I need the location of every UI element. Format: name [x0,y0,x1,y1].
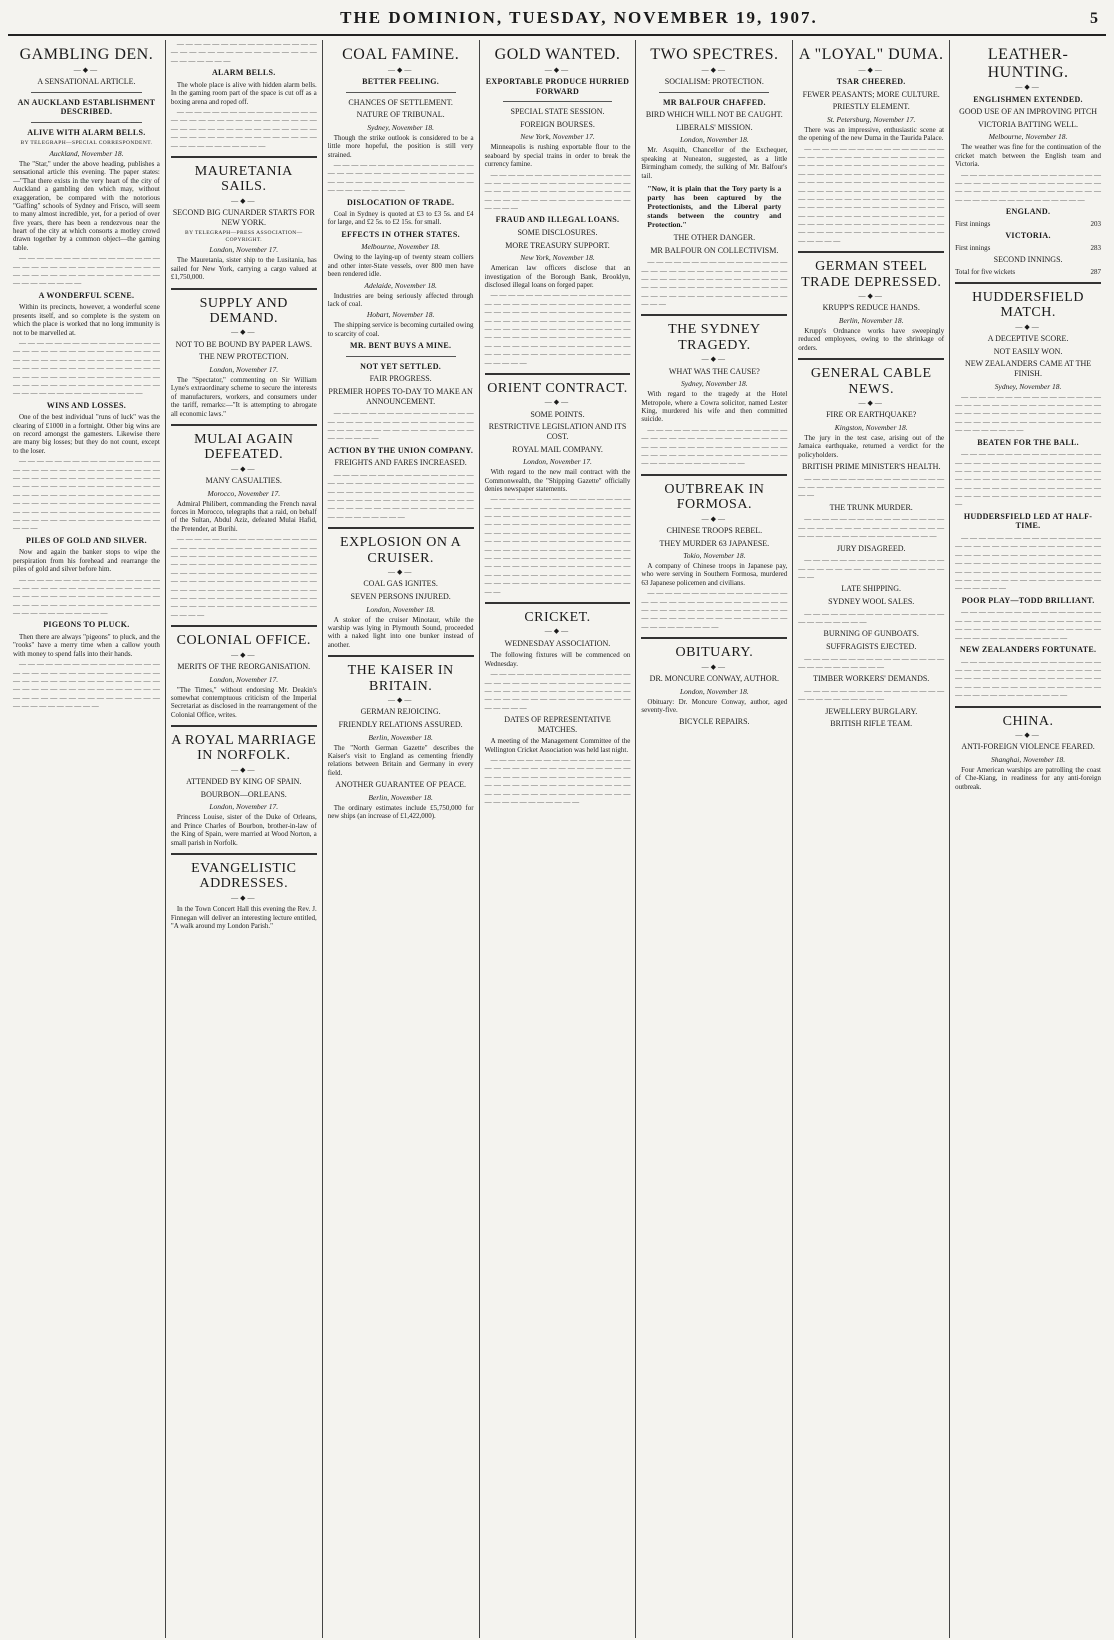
headline-supply-and-demand: SUPPLY AND DEMAND. [199,295,288,326]
article-text: The shipping service is becoming curtailed owing to scarcity of coal. [327,321,474,338]
score-value: 283 [1090,243,1101,252]
columns [8,40,1106,1638]
subhead: PIGEONS TO PLUCK. [43,620,130,630]
subhead: FEWER PEASANTS; MORE CULTURE. [802,89,940,99]
article-text: With regard to the new mail contract with the Commonwealth, the "Shipping Gazette" officially denies newspaper statements. [484,468,631,493]
divider [346,356,456,357]
headline-royal-marriage: A ROYAL MARRIAGE IN NORFOLK. [171,733,317,764]
ornament: —◆— [73,65,100,74]
article-text-filler: — — — — — — — — — — — — — — — — — — — — — — — — — — — — — — — — — — — — — — — — — — — — — — — — — — — — — — — — — — — — — [955,608,1101,642]
headline-gambling-den: GAMBLING DEN. [19,46,154,63]
article-text-filler: — — — — — — — — — — — — — — — — — — — — — — — — — — [798,654,945,671]
ornament: —◆— [387,695,414,704]
article-text-filler: — — — — — — — — — — — — — — — — — — — — — — — — — — — — — — — — — — — — — — — — — — — — — — — — — — — — — — — — — — — — — — — — — — — — — — — — — — — — — — — — — — — — — — — — — — [13,660,160,711]
dateline: Sydney, November 18. [994,381,1062,391]
article-text: Four American warships are patrolling the coast of Che-Kiang, in readiness for any anti-foreign outbreak. [955,765,1101,791]
article-text: The ordinary estimates include £5,750,000 for new ships (an increase of £1,422,000). [327,803,474,821]
subhead: BURNING OF GUNBOATS. [823,629,919,639]
score-value: 287 [1090,267,1101,276]
subhead: RESTRICTIVE LEGISLATION AND ITS COST. [488,422,627,441]
subhead: FRIENDLY RELATIONS ASSURED. [338,719,463,729]
article-text-filler: — — — — — — — — — — — — — — — — — — — — — — — — — — — — — — — — — — — — — — — — — — — — — — — — — — — — — — — — — — — — — — — — — — — — — — — — — — — — — — — — — — — — — — — — — — — — — — — — — — — — — — [955,534,1101,593]
article-text-filler: — — — — — — — — — — — — — — — — — — — — — — — — — — — — — — — — — — — — — — — — — — — — — — — — [798,515,945,541]
ornament: —◆— [701,662,728,671]
article-text-filler: — — — — — — — — — — — — — — — — — — — — — — — — — — — — — — — — — — — — — — — — — — — — — — — — — — — — — — — — — — — — — — — — — — — — — — — — — — — [170,107,317,150]
score-label: First innings [955,243,991,252]
ornament: —◆— [701,514,728,523]
subhead: PILES OF GOLD AND SILVER. [25,535,147,545]
article-text: The weather was fine for the continuation of the cricket match between the English team and Victoria. [955,143,1101,169]
dateline: London, November 17. [209,364,279,374]
ornament: —◆— [701,65,728,74]
article-text-filler: — — — — — — — — — — — — — — — — — — — — — — — — — — — — — — — — — — — — — — — — — — — — — — — — — — — — — — — — — — — — — — — — — — — — — — — — — — — — — — — — — — — — — — — — — — — — — — — — — — — — — — — — — — — — — — — — — — — — — — — — — — — — — — — — — — — — — — — — — — — — — — — — — — — — [170,535,317,619]
subhead: NOT EASILY WON. [993,346,1063,356]
ornament: —◆— [544,627,571,636]
divider [346,92,456,93]
headline-german-steel-trade: GERMAN STEEL TRADE DEPRESSED. [801,259,942,290]
subhead: SEVEN PERSONS INJURED. [350,592,451,602]
score-subtitle: SECOND INNINGS. [993,255,1063,265]
article-text: Obituary: Dr. Moncure Conway, author, aged seventy-five. [641,697,788,714]
column-2 [165,40,322,1638]
subhead: DR. MONCURE CONWAY, AUTHOR. [649,674,780,683]
divider [485,373,631,375]
score-team-title: ENGLAND. [1005,207,1051,217]
headline-sydney-tragedy: THE SYDNEY TRAGEDY. [668,322,761,353]
article-text: The "Star," under the above heading, publishes a sensational article this evening. The paper states:—"That there exists in the very heart of the city of Auckland a gambling den which may, without exaggeration, be compared with the notorious "Gaffing" schools of Sydney and Frisco, will seem to many almost incredible, yet, for a period of over five years, there has been a rendezvous near the heart of the city at which consorts a motley crowd drawn together by a common object—the gaming table. [13,159,160,252]
column-5 [635,40,792,1638]
ornament: —◆— [858,292,884,301]
dateline: St. Petersburg, November 17. [826,114,916,124]
subhead: BEATEN FOR THE BALL. [977,437,1079,447]
subhead: LIBERALS' MISSION. [676,122,753,132]
dateline: New York, November 17. [520,132,595,142]
ornament: —◆— [231,196,257,205]
subhead: VICTORIA BATTING WELL. [978,119,1079,129]
headline-mauretania-sails: MAURETANIA SAILS. [194,163,293,195]
headline-huddersfield-match: HUDDERSFIELD MATCH. [972,290,1084,321]
subhead: WINS AND LOSSES. [46,400,127,410]
headline-colonial-office: COLONIAL OFFICE. [176,633,311,649]
subhead: BETTER FEELING. [362,76,440,86]
divider [171,625,317,627]
ornament: —◆— [544,65,571,74]
article-text: The whole place is alive with hidden alarm bells. In the gaming room part of the space is cut off as a boxing arena and roped off. [170,80,317,106]
subhead: JEWELLERY BURGLARY. [825,706,918,716]
subhead: THE TRUNK MURDER. [829,502,913,512]
article-text: American law officers disclose that an investigation of the Borough Bank, Brooklyn, disclosed illegal loans on forged paper. [484,264,631,290]
divider [328,527,474,529]
headline-explosion-on-cruiser: EXPLOSION ON A CRUISER. [339,535,462,566]
article-text-filler: — — — — — — — — — — — — — — — — — — — — — — — — — — — — — — — — — — — — — — — — — — — — — — — — — — — — — — — — — [327,160,474,195]
article-text: The jury in the test case, arising out of the Jamaica earthquake, returned a verdict for the policyholders. [798,433,945,459]
subhead: THEY MURDER 63 JAPANESE. [659,538,770,548]
article-text: Within its precincts, however, a wonderful scene presents itself, and so complete is the system on which the place is worked that no long immunity is not to be marvelled at. [13,303,160,337]
headline-kaiser-in-britain: THE KAISER IN BRITAIN. [347,663,454,694]
dateline: New York, November 18. [520,253,595,263]
dateline: Morocco, November 17. [207,488,281,498]
subhead: PRIESTLY ELEMENT. [832,102,910,112]
dateline: Shanghai, November 18. [990,754,1066,764]
dateline: London, November 17. [523,457,592,467]
article-text-filler: — — — — — — — — — — — — — — — — — — — — — — — — — — — — — — — — — — — — — — — — — — — — — — — — — — — — — — — — — — — — — — — — — — — — — — — — — — — — — [955,657,1101,700]
subhead: ACTION BY THE UNION COMPANY. [328,445,474,455]
article-text-filler: — — — — — — — — — — — — — — — — — — — — — — — — — — — — — — — — — — — — — — — — — — — — — — — — — — — — — — — — — — — — — — — — — — — — — — — — — — — — — — — — — — — — — — — — — — — — — — — — — — — — — — — — — — — — — — — [13,338,160,398]
subhead: NEW ZEALANDERS CAME AT THE FINISH. [964,359,1092,378]
divider [955,282,1101,284]
subhead: AN AUCKLAND ESTABLISHMENT DESCRIBED. [17,97,156,117]
subhead: MR BALFOUR ON COLLECTIVISM. [650,245,779,255]
article-text: With regard to the tragedy at the Hotel Metropole, where a Cowra solicitor, named Lester King, murdered his wife and then committed suicide. [641,390,788,424]
ornament: —◆— [1015,322,1041,331]
headline-cricket: CRICKET. [524,609,591,625]
article-text: A company of Chinese troops in Japanese pay, who were serving in Southern Formosa, murdered 63 Japanese policemen and civilians. [641,562,788,587]
subhead: MORE TREASURY SUPPORT. [505,240,610,250]
article-text: There was an impressive, enthusiastic scene at the opening of the new Duma in the Taurida Palace. [798,125,945,143]
subhead: LATE SHIPPING. [841,584,901,594]
ornament: —◆— [387,65,414,74]
article-text: Now and again the banker stops to wipe the perspiration from his forehead and rearrange the piles of gold and silver before him. [13,548,160,574]
subhead: ATTENDED BY KING OF SPAIN. [186,777,302,787]
headline-leather-hunting: LEATHER-HUNTING. [987,46,1069,81]
article-text: One of the best individual "runs of luck" was the clearing of £1000 in a fortnight. Other big wins are on record amongst the gamesters. Likewise there are many big losses; but they do not count, except to the loser. [13,413,160,455]
masthead [8,8,1106,36]
article-text: A meeting of the Management Committee of the Wellington Cricket Association was held last night. [484,737,631,754]
headline-china: CHINA. [1002,713,1054,729]
column-4 [479,40,636,1638]
article-text-filler: — — — — — — — — — — — — — — — — — — — — — — — — — — — — — — — — — — — — — — — — — — — — — — — — — — — — — — — — — — — — — — — — — — — — — — — — — — — [13,575,160,618]
subhead: MR BALFOUR CHAFFED. [662,97,766,107]
divider [31,122,142,123]
subhead: HUDDERSFIELD LED AT HALF-TIME. [963,511,1093,531]
subhead: ANOTHER GUARANTEE OF PEACE. [335,780,466,790]
dateline: Berlin, November 18. [838,316,904,325]
article-text-filler: — — — — — — — — — — — — — — — — — — — — — — — — — — — — — — — — — — — — — — — — — — — — — — — — — — — — — — — — — — — — — — — — — — — — — — — — — [641,589,788,631]
subhead: SUFFRAGISTS EJECTED. [826,641,917,651]
pull-quote: "Now, it is plain that the Tory party is a party has been captured by the Protectionists, and the Liberal party stands between the country and Protection." [647,183,782,229]
subhead: BIRD WHICH WILL NOT BE CAUGHT. [645,110,783,120]
article-text-filler: — — — — — — — — — — — — — — — — — — — — — — — — — — [798,686,945,704]
subhead: NATURE OF TRIBUNAL. [356,110,445,120]
article-text-filler: — — — — — — — — — — — — — — — — — — — — — — — — [798,609,945,626]
article-text: The Mauretania, sister ship to the Lusitania, has sailed for New York, carrying a cargo valued at £1,750,000. [170,256,317,282]
divider [641,474,787,476]
subhead: SPECIAL STATE SESSION. [510,107,605,117]
subhead: A SENSATIONAL ARTICLE. [37,76,136,86]
subhead: BRITISH RIFLE TEAM. [830,719,913,729]
dateline: Kingston, November 18. [834,422,908,432]
article-text: The following fixtures will be commenced on Wednesday. [484,651,631,668]
subhead: FIRE OR EARTHQUAKE? [826,410,917,420]
ornament: —◆— [1015,730,1041,739]
dateline: London, November 18. [679,686,749,696]
dateline: London, November 18. [679,135,749,145]
subhead: POOR PLAY—TODD BRILLIANT. [961,595,1095,605]
article-text: The "North German Gazette" describes the Kaiser's visit to England as cementing friendly relations between Britain and Germany in every field. [327,743,474,777]
dateline: London, November 18. [366,604,435,614]
subhead: FREIGHTS AND FARES INCREASED. [334,458,467,468]
headline-coal-famine: COAL FAMINE. [342,46,460,63]
article-text: Minneapolis is rushing exportable flour to the seaboard by special trains in order to break the currency famine. [484,143,631,169]
ornament: —◆— [231,650,257,659]
ornament: —◆— [231,765,257,774]
score-label: First innings [955,219,991,228]
article-text-filler: — — — — — — — — — — — — — — — — — — — — — — — — — — — — — — — — — — [798,556,945,582]
headline-outbreak-in-formosa: OUTBREAK IN FORMOSA. [664,481,765,513]
subhead: NOT TO BE BOUND BY PAPER LAWS. [175,339,312,349]
subhead: EFFECTS IN OTHER STATES. [341,229,460,239]
subhead: THE OTHER DANGER. [673,232,756,242]
scoreboard [955,207,1101,276]
article-text-filler: — — — — — — — — — — — — — — — — — — — — — — — — — — — — — — — — — — [798,474,945,500]
dateline: Sydney, November 18. [681,379,748,389]
ornament: —◆— [858,65,884,74]
article-text-filler: — — — — — — — — — — — — — — — — — — — — — — — — — — — — — — — — — — — — — — — — — — — — — — — — — — — — — — — — — — — — — — — — — — — — — — — — — — — — — — — — — — — — — — — — — — — — — — — — — — — — — — — — — — — — — — — — — — — — — — — — — — — — — — — — — — — — — — — — — — — — — — — — — — — — — — — — — — — — — — — — — — — — — — — — — — — — — — — — — — — — — [798,144,945,245]
divider [955,706,1101,708]
dateline: Sydney, November 18. [367,122,434,132]
subhead: SECOND BIG CUNARDER STARTS FOR NEW YORK. [172,208,315,227]
subhead: NEW ZEALANDERS FORTUNATE. [959,644,1097,654]
headline-obituary: OBITUARY. [675,645,754,661]
divider [328,655,474,657]
divider [485,602,631,604]
article-text: "The Times," without endorsing Mr. Deakin's somewhat contemptuous criticism of the Imperial Secretariat as disclosed in the rearrangement of the Colonial Office, writes. [170,685,317,719]
page-number: 5 [1090,10,1100,27]
subhead: ANTI-FOREIGN VIOLENCE FEARED. [961,742,1095,752]
subhead: BOURBON—ORLEANS. [200,789,287,799]
score-team-title: VICTORIA. [1005,231,1051,241]
subhead: TIMBER WORKERS' DEMANDS. [813,674,930,684]
headline-orient-contract: ORIENT CONTRACT. [487,380,628,396]
subhead: GOOD USE OF AN IMPROVING PITCH [959,107,1098,117]
headline-evangelistic-addresses: EVANGELISTIC ADDRESSES. [191,861,297,892]
article-text: Princess Louise, sister of the Duke of Orleans, and Prince Charles of Bourbon, brother-in-law of the King of Spain, were married at Wood Norton, a small parish in Norfolk. [170,813,317,847]
article-text: Coal in Sydney is quoted at £3 to £3 5s. and £4 for large, and £2 5s. to £2 15s. for small. [327,210,474,227]
article-text-filler: — — — — — — — — — — — — — — — — — — — — — — — — — — — — — — — — — — — — — — — — — — — — — — — — — — — — — — — — — — — — — — — — — — — — — — — — — — — — — — — — — — — — — — — — — [327,470,474,521]
ornament: —◆— [231,328,257,337]
subhead: A WONDERFUL SCENE. [38,290,135,300]
dateline: Auckland, November 18. [49,148,124,158]
subhead: ALIVE WITH ALARM BELLS. [27,127,146,137]
article-text-filler: — — — — — — — — — — — — — — — — — — — — — — — — — — — — — — — — — — — — — — — — — — — — — — — — — — — — — — — — — — — — — — — — — — — — — — — — — — — — — — — — — — — — — — — — — — — — — — — — — [955,450,1101,509]
divider [171,288,317,290]
subhead: BICYCLE REPAIRS. [679,717,750,727]
dateline: London, November 17. [209,802,279,812]
divider [659,92,769,93]
divider [641,314,787,316]
dateline: London, November 17. [209,245,279,255]
article-text-filler: — — — — — — — — — — — — — — — — — — — — — — — — — — — — — — — — — — — — — — — — — — — — — — — — — — — — — — — — — — — — — — — — — — — — — — — — — — — — — — — — — — — — — — — — — — — [484,756,631,806]
article-text-filler: — — — — — — — — — — — — — — — — — — — — — — — — — — — — — — — — — — — — — — — — — — — — — — — — — — — — — — — — — — — — — — — — — — — — — — — — — — — — — — — — — — — — — — — — — — — — — — — — — — — — — — — — — — — — — — — — — — — — — — — — — — — — — — — — — — — [13,457,160,533]
subhead: KRUPP'S REDUCE HANDS. [822,303,920,313]
subhead: PREMIER HOPES TO-DAY TO MAKE AN ANNOUNCEMENT. [328,386,473,406]
divider [798,358,944,360]
headline-loyal-duma: A "LOYAL" DUMA. [798,46,944,63]
article-text-filler: — — — — — — — — — — — — — — — — — — — — — — — — — — — — — — — — — — — — — — — — — — — — — — — — — — — — — — — — [13,254,160,288]
subhead: A DECEPTIVE SCORE. [987,334,1069,344]
subhead: TSAR CHEERED. [836,76,906,86]
subhead: SOCIALISM: PROTECTION. [664,76,764,86]
column-1 [8,40,165,1638]
divider [503,101,613,102]
article-text: In the Town Concert Hall this evening the Rev. J. Finnegan will deliver an interesting lecture entitled, "A walk around my London Parish." [170,905,317,930]
subhead: CHINESE TROOPS REBEL. [666,525,763,535]
dateline: Melbourne, November 18. [988,132,1068,142]
subhead: DATES OF REPRESENTATIVE MATCHES. [504,715,611,734]
article-text-filler: — — — — — — — — — — — — — — — — — — — — — — — — — — — — — — — — — — — — — — — — — — — — — — — — — — — — — — — — — — — — — — — — — — — — — [484,670,631,712]
subhead: SOME DISCLOSURES. [517,228,598,238]
ornament: —◆— [701,355,728,364]
column-3 [322,40,479,1638]
divider [171,853,317,855]
article-text: The "Spectator," commenting on Sir William Lyne's extraordinary scheme to secure the interests of manufacturers, workers, and consumers under the tariff, remarks:—"It is attempting to abrogate all economic laws." [170,375,317,418]
article-text-filler: — — — — — — — — — — — — — — — — — — — — — — — — — — — — — — — — — — — — — — — — — — — — — — — — — — — — — — — — — — — — — — — [955,170,1101,204]
ornament: —◆— [1015,83,1041,92]
ornament: —◆— [858,398,884,407]
ornament: —◆— [387,568,414,577]
subhead: THE NEW PROTECTION. [199,352,289,362]
headline-mulai-again-defeated: MULAI AGAIN DEFEATED. [194,431,294,463]
byline: BY TELEGRAPH—PRESS ASSOCIATION—COPYRIGHT. [185,230,303,243]
divider [171,725,317,727]
score-total-row [955,268,1101,276]
dateline: Melbourne, November 18. [361,242,440,252]
divider [31,92,142,93]
article-text: Industries are being seriously affected through lack of coal. [327,291,474,309]
dateline: Adelaide, November 18. [364,280,437,290]
subhead: ALARM BELLS. [211,68,276,78]
article-text: Admiral Philibert, commanding the French naval forces in Morocco, telegraphs that a raid, on behalf of the Sultan, Abdul Aziz, defeated Mulai Hafid, the Pretender, at Burihi. [170,499,317,533]
dateline: Berlin, November 18. [368,732,433,742]
ornament: —◆— [544,398,571,407]
article-text-filler: — — — — — — — — — — — — — — — — — — — — — — — — — — — — — — — — — — — — — — — — — — — — — — — — — — — — — — [327,409,474,443]
subhead: FOREIGN BOURSES. [520,119,595,129]
subhead: JURY DISAGREED. [836,543,906,553]
subhead: WHAT WAS THE CAUSE? [668,366,760,376]
subhead: EXPORTABLE PRODUCE HURRIED FORWARD [485,76,630,96]
article-text-filler: — — — — — — — — — — — — — — — — — — — — — — — — — — — — — — — — — — — — — — — [170,40,317,65]
divider [171,424,317,426]
ornament: —◆— [231,464,257,473]
score-row [955,220,1101,228]
score-value: 203 [1090,219,1101,228]
masthead-title: THE DOMINION, TUESDAY, NOVEMBER 19, 1907. [340,8,818,27]
subhead: GERMAN REJOICING. [360,707,441,717]
subhead: BRITISH PRIME MINISTER'S HEALTH. [801,462,941,472]
subhead: ROYAL MAIL COMPANY. [512,444,603,454]
article-text-filler: — — — — — — — — — — — — — — — — — — — — — — — — — — — — — — — — — — — — — — — — — — — — — — — — — — — — — — — — — — — — — — — — — — — — [484,170,631,213]
headline-gold-wanted: GOLD WANTED. [494,46,621,63]
subhead: MR. BENT BUYS A MINE. [349,341,452,351]
subhead: FRAUD AND ILLEGAL LOANS. [495,215,620,225]
score-label: Total for five wickets [955,267,1016,276]
subhead: MANY CASUALTIES. [205,476,282,486]
article-text: Krupp's Ordnance works have sweepingly reduced employees, owing to the shrinkage of orders. [798,327,945,352]
subhead: WEDNESDAY ASSOCIATION. [504,638,611,648]
column-6 [792,40,949,1638]
subhead: NOT YET SETTLED. [360,361,442,371]
article-text-filler: — — — — — — — — — — — — — — — — — — — — — — — — — — — — — — — — — — — — — — — — — — — — — — — — — — — — — — — — — — — — — — — — — — — — — — — — — — — — [641,425,788,468]
subhead: SOME POINTS. [530,409,585,419]
article-text-filler: — — — — — — — — — — — — — — — — — — — — — — — — — — — — — — — — — — — — — — — — — — — — — — — — — — — — — — — — — — — — — — — — — — — — — — — — — — — — — — — — — — — — — — — — — — — — — — — — — — — — — — — — — — — — — — — — — — — — — — — — — — — — — — — — — — — — — [484,291,631,367]
article-text: Owing to the laying-up of twenty steam colliers and other inter-State vessels, over 800 men have been rendered idle. [327,253,474,279]
article-text-filler: — — — — — — — — — — — — — — — — — — — — — — — — — — — — — — — — — — — — — — — — — — — — — — — — — — — — — — — — — — — — — — — — — — — — — — — — — — — — — — — — — — — — — — — — — — — — — — — — — — — — — — — — — — — — — — — — — — — — — — — — — — — — — — — — — — — — — — — — — — — — — — — — — — — — — — — — — — — — — — — — — — — — — — — — — — — — — — — — — — [484,495,631,596]
dateline: London, November 17. [209,674,279,684]
subhead: ENGLISHMEN EXTENDED. [973,94,1083,104]
subhead: FAIR PROGRESS. [369,374,432,384]
article-text: Mr. Asquith, Chancellor of the Exchequer, speaking at Nuneaton, suggested, as a little Birmingham comedy, the sulking of Mr. Balfour's tail. [641,146,788,180]
dateline: Berlin, November 18. [368,792,433,802]
score-row [955,244,1101,252]
article-text: A stoker of the cruiser Minotaur, while the warship was lying in Plymouth Sound, proceeded with a naked light into one bunker instead of another. [327,615,474,649]
ornament: —◆— [231,893,257,902]
byline: BY TELEGRAPH—SPECIAL CORRESPONDENT. [20,140,153,147]
article-text-filler: — — — — — — — — — — — — — — — — — — — — — — — — — — — — — — — — — — — — — — — — — — — — — — — — — — — — — — — — — — — — — — — — — — — — — — — — — — — — — — — — — — — [641,258,788,309]
subhead: DISLOCATION OF TRADE. [346,197,455,207]
divider [798,251,944,253]
subhead: SYDNEY WOOL SALES. [828,597,915,606]
divider [641,637,787,639]
headline-two-spectres: TWO SPECTRES. [650,46,779,63]
headline-general-cable-news: GENERAL CABLE NEWS. [810,366,932,397]
subhead: CHANCES OF SETTLEMENT. [348,97,453,107]
article-text-filler: — — — — — — — — — — — — — — — — — — — — — — — — — — — — — — — — — — — — — — — — — — — — — — — — — — — — — — — — — — — — — — — — — — — — — — — — [955,392,1101,435]
subhead: COAL GAS IGNITES. [363,579,438,589]
divider [171,156,317,158]
article-text: Then there are always "pigeons" to pluck, and the "rooks" have a merry time when a callow youth with money to spend falls into their hands. [13,633,160,658]
article-text: Though the strike outlook is considered to be a little more hopeful, the position is still very strained. [327,133,474,159]
dateline: Hobart, November 18. [366,310,435,320]
dateline: Tokio, November 18. [683,551,746,561]
subhead: MERITS OF THE REORGANISATION. [177,661,311,671]
column-7 [949,40,1106,1638]
